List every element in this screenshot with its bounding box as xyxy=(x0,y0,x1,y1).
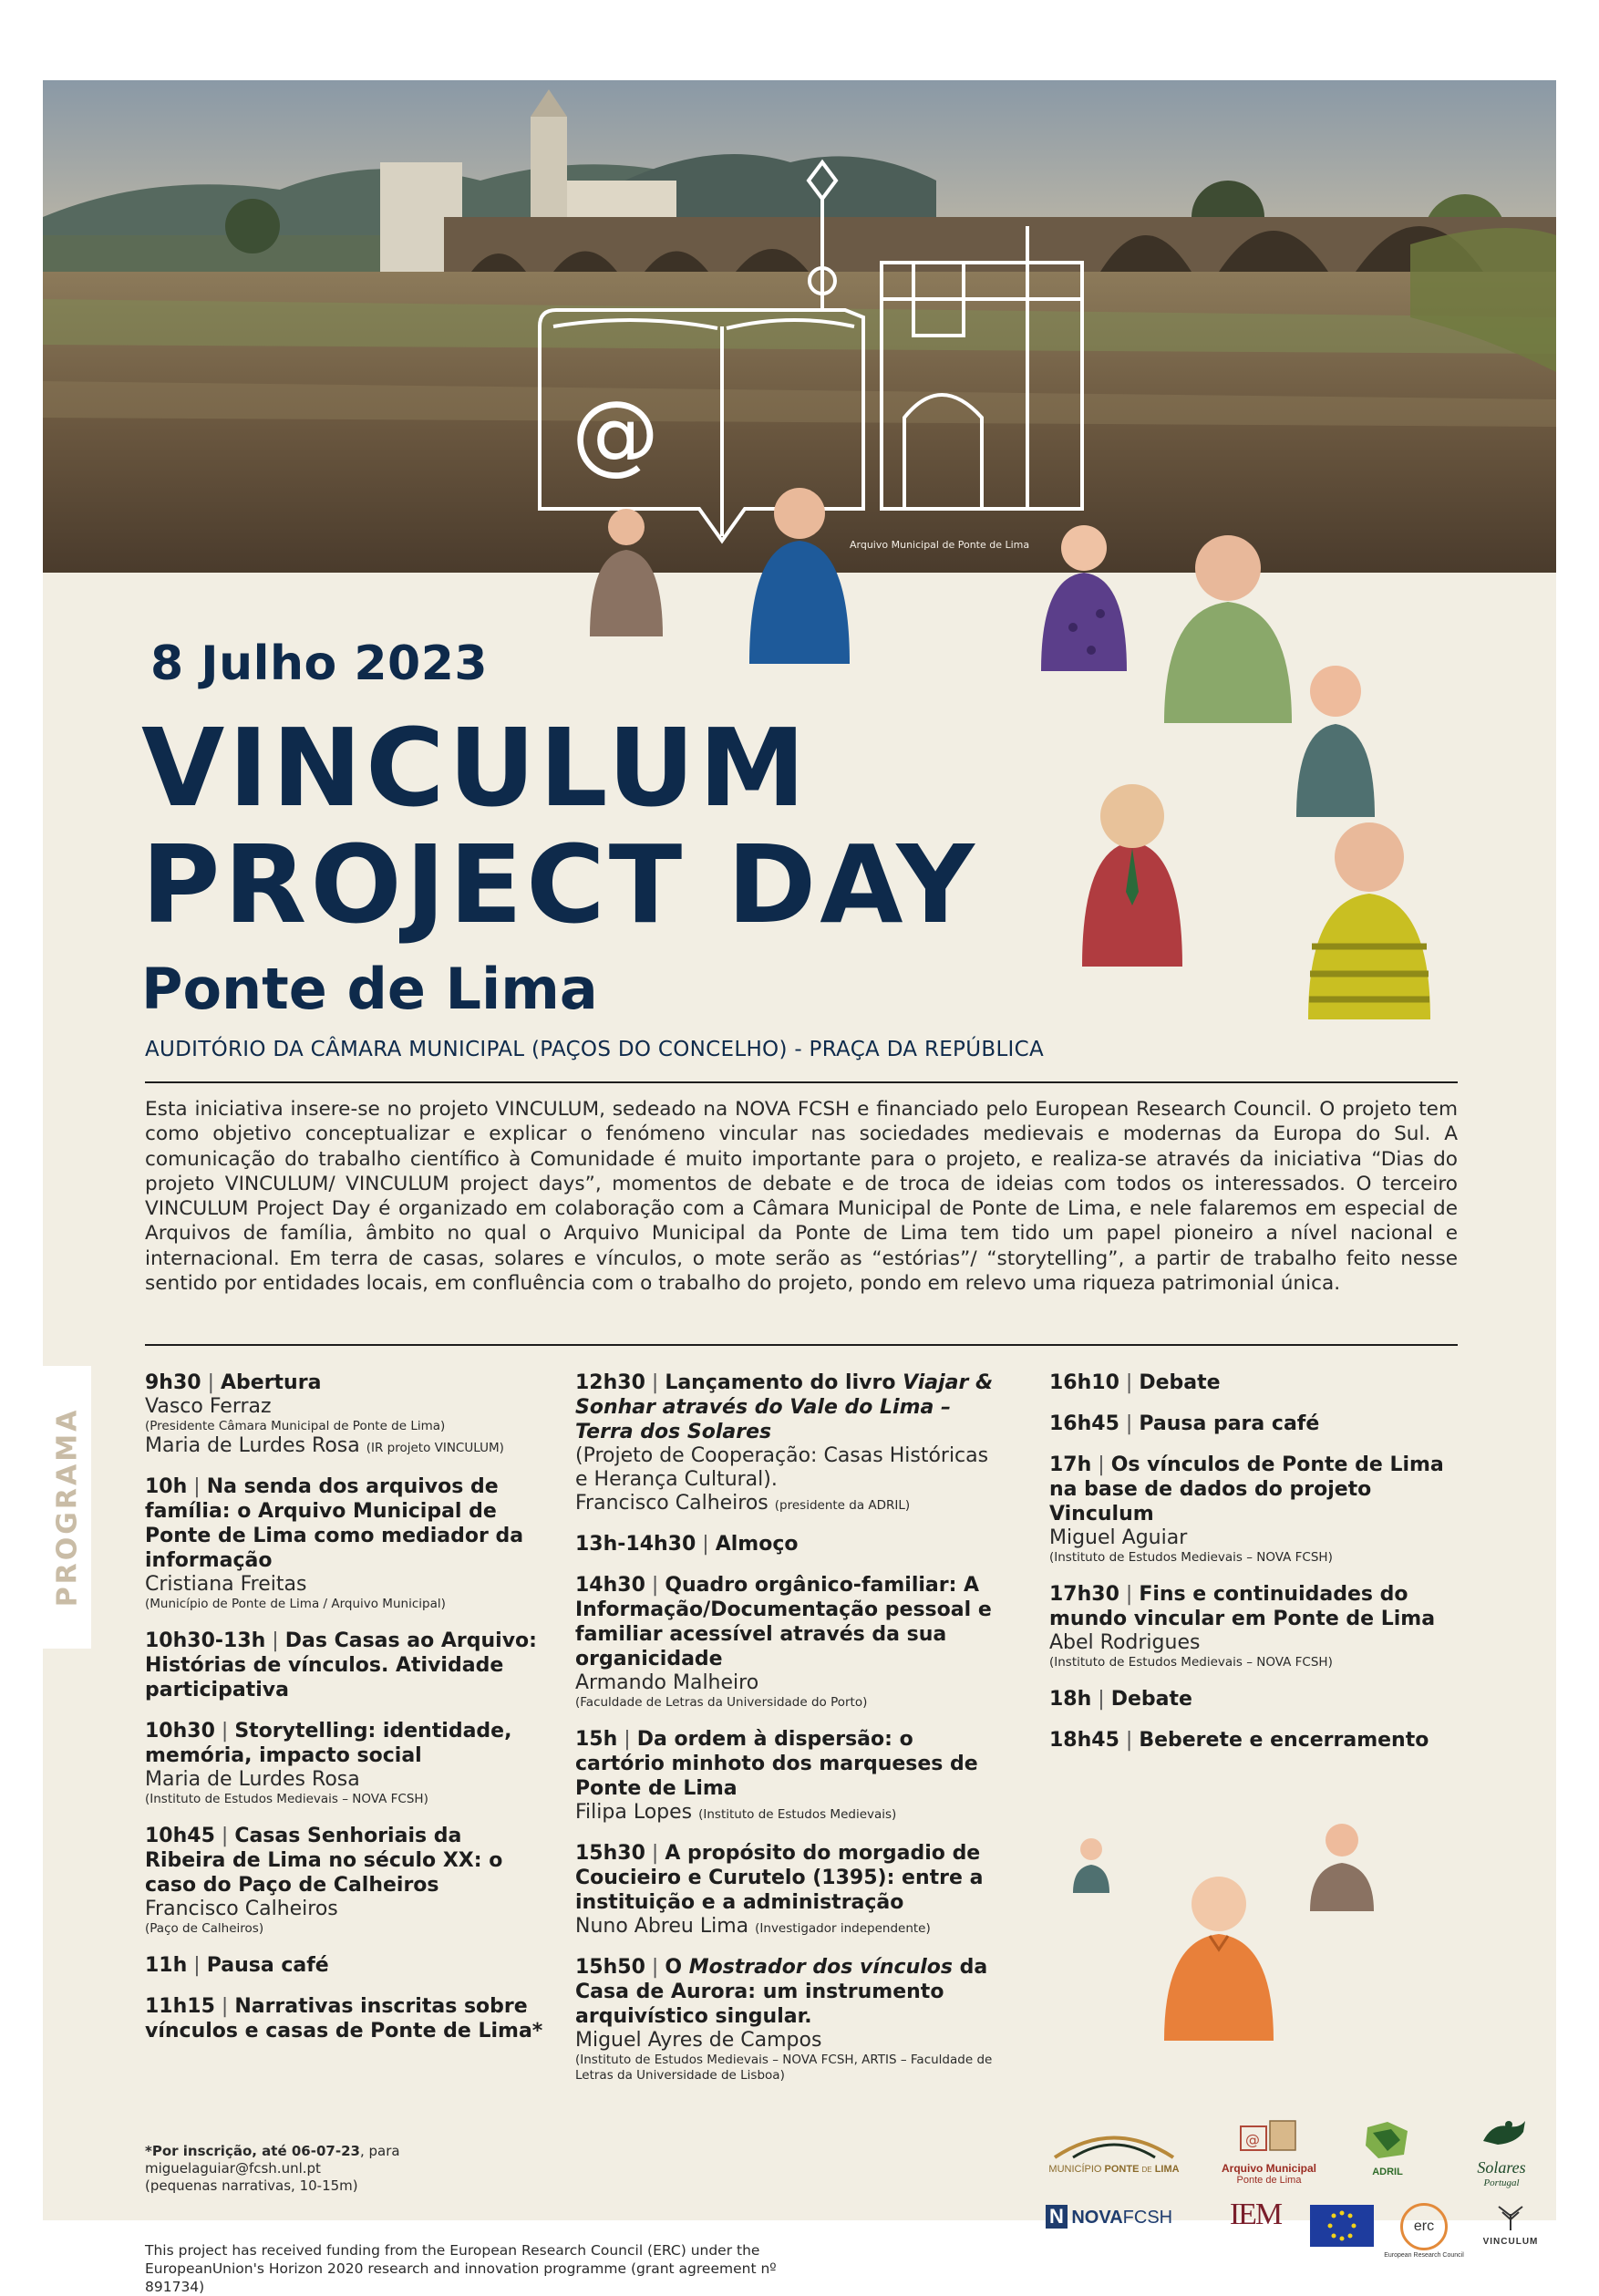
logo-iem xyxy=(1223,2198,1287,2232)
speaker-affiliation: (Instituto de Estudos Medievais – NOVA FCSH) xyxy=(1049,1550,1333,1565)
program-column-2 xyxy=(575,1370,995,2100)
program-time: 17h30 xyxy=(1049,1583,1119,1606)
time-separator: | xyxy=(187,1475,207,1498)
speaker-name: Cristiana Freitas xyxy=(145,1573,307,1596)
pheasant-icon xyxy=(1474,2114,1529,2154)
program-time: 9h30 xyxy=(145,1371,201,1394)
at-symbol-icon: @ xyxy=(572,382,659,484)
program-item xyxy=(1049,1687,1469,1712)
program-item xyxy=(575,1370,995,1515)
person-figure-small-teal xyxy=(1073,1838,1109,1893)
program-time: 10h30-13h xyxy=(145,1629,266,1652)
program-title: Storytelling: identidade, memória, impacto social xyxy=(145,1720,512,1767)
partner-logos xyxy=(1046,2114,1556,2260)
program-title: A propósito do morgadio de Coucieiro e Curutelo (1395): entre a instituição e a administração xyxy=(575,1842,984,1914)
time-separator: | xyxy=(265,1629,285,1652)
speaker-name: Filipa Lopes xyxy=(575,1801,693,1824)
program-item xyxy=(575,1573,995,1711)
program-item-heading xyxy=(575,1532,995,1557)
program-item xyxy=(575,1727,995,1825)
program-time: 17h xyxy=(1049,1453,1092,1476)
program-item-heading xyxy=(575,1727,995,1801)
time-separator: | xyxy=(1119,1729,1140,1752)
time-separator: | xyxy=(617,1728,637,1751)
program-time: 10h45 xyxy=(145,1825,215,1847)
speaker xyxy=(575,1801,995,1825)
program-item xyxy=(1049,1412,1469,1436)
logo-erc-text: erc xyxy=(1400,2203,1448,2250)
speaker-affiliation: (Investigador independente) xyxy=(755,1921,931,1936)
program-time: 16h10 xyxy=(1049,1371,1119,1394)
program-title: Das Casas ao Arquivo: Histórias de vínculos. Atividade participativa xyxy=(145,1629,537,1701)
event-title xyxy=(141,705,978,947)
logo-adril xyxy=(1346,2118,1429,2177)
logo-ponte-text: PONTE xyxy=(1104,2164,1140,2175)
program-item-heading xyxy=(145,1474,546,1573)
speaker xyxy=(1049,1526,1469,1550)
program-item-heading xyxy=(145,1824,546,1898)
svg-text:@: @ xyxy=(1245,2131,1260,2148)
logo-nova-n: N xyxy=(1046,2205,1068,2229)
speaker xyxy=(145,1434,546,1458)
logo-solares-portugal xyxy=(1456,2114,1547,2188)
note-paren: (pequenas narrativas, 10-15m) xyxy=(145,2177,358,2194)
bridge-logo-icon xyxy=(1046,2123,1182,2159)
logo-adril-text: ADRIL xyxy=(1372,2167,1403,2177)
logo-erc-sub: European Research Council xyxy=(1384,2252,1464,2259)
speaker xyxy=(145,1768,546,1792)
program-time: 13h-14h30 xyxy=(575,1533,696,1556)
speaker-name: Miguel Ayres de Campos xyxy=(575,2029,822,2052)
funding-statement: This project has received funding from the European Research Council (ERC) under the EuropeanUnion's Horizon 2020 research and innovation programme (grant agreement nº 891734) xyxy=(145,2242,777,2295)
program-item-heading xyxy=(575,1841,995,1915)
program-item xyxy=(1049,1370,1469,1395)
time-separator: | xyxy=(645,1842,665,1865)
speaker xyxy=(1049,1631,1469,1655)
person-figure-yellow-striped xyxy=(1308,822,1430,1019)
program-item xyxy=(145,1994,546,2043)
title-line-2: PROJECT DAY xyxy=(141,822,978,947)
divider-bottom xyxy=(145,1344,1458,1346)
program-item xyxy=(1049,1453,1469,1566)
logo-arquivo-municipal xyxy=(1219,2114,1319,2186)
program-item xyxy=(145,1719,546,1807)
person-figure-teal xyxy=(1296,666,1375,817)
program-title: Debate xyxy=(1110,1688,1192,1711)
program-title: Os vínculos de Ponte de Lima na base de dados do projeto Vinculum xyxy=(1049,1453,1444,1525)
program-item xyxy=(1049,1582,1469,1670)
logo-vinculum-text: VINCULUM xyxy=(1482,2237,1539,2247)
program-title: Na senda dos arquivos de família: o Arquivo Municipal de Ponte de Lima como mediador da informação xyxy=(145,1475,524,1572)
programa-label: PROGRAMA xyxy=(51,1407,84,1608)
speaker-name: Armando Malheiro xyxy=(575,1671,759,1694)
program-title: Debate xyxy=(1139,1371,1221,1394)
programa-tab xyxy=(43,1366,91,1649)
program-item-heading xyxy=(1049,1687,1469,1712)
speaker xyxy=(145,1573,546,1597)
program-title-pre: O xyxy=(665,1956,689,1979)
program-time: 10h xyxy=(145,1475,188,1498)
time-separator: | xyxy=(214,1720,235,1743)
time-separator: | xyxy=(214,1825,235,1847)
speaker-affiliation: (Faculdade de Letras da Universidade do Porto) xyxy=(575,1695,868,1710)
program-time: 15h50 xyxy=(575,1956,645,1979)
program-title: Fins e continuidades do mundo vincular em Ponte de Lima xyxy=(1049,1583,1436,1630)
speaker-name: Maria de Lurdes Rosa xyxy=(145,1768,360,1791)
program-title: Quadro orgânico-familiar: A Informação/Documentação pessoal e familiar acessível através da sua organicidade xyxy=(575,1574,992,1670)
time-separator: | xyxy=(1119,1583,1140,1606)
registration-note xyxy=(145,2143,583,2195)
logo-de-text: DE xyxy=(1141,2166,1152,2174)
program-time: 15h30 xyxy=(575,1842,645,1865)
hero-caption: Arquivo Municipal de Ponte de Lima xyxy=(850,539,1030,551)
speaker xyxy=(575,1492,995,1515)
program-item xyxy=(575,1841,995,1939)
logo-arquivo-line2: Ponte de Lima xyxy=(1236,2175,1302,2186)
speaker-name: Maria de Lurdes Rosa xyxy=(145,1434,360,1457)
program-item-heading xyxy=(575,1370,995,1444)
speaker-affiliation: (Município de Ponte de Lima / Arquivo Municipal) xyxy=(145,1597,446,1611)
divider-top xyxy=(145,1081,1458,1083)
speaker xyxy=(575,2029,995,2053)
speaker xyxy=(575,1671,995,1695)
person-figure-orange xyxy=(1164,1877,1274,2041)
program-title: Almoço xyxy=(715,1533,799,1556)
program-title: Beberete e encerramento xyxy=(1139,1729,1429,1752)
program-title: Pausa café xyxy=(206,1954,329,1977)
program-item-heading xyxy=(145,1370,546,1395)
time-separator: | xyxy=(645,1371,665,1394)
program-item xyxy=(575,1532,995,1557)
program-item xyxy=(145,1953,546,1978)
program-item xyxy=(145,1370,546,1458)
speaker xyxy=(575,1915,995,1939)
program-title: Pausa para café xyxy=(1139,1412,1320,1435)
program-time: 12h30 xyxy=(575,1371,645,1394)
eu-stars-icon xyxy=(1310,2205,1374,2247)
program-time: 18h xyxy=(1049,1688,1092,1711)
program-time: 16h45 xyxy=(1049,1412,1119,1435)
program-title-emphasis: Viajar & Sonhar através do Vale do Lima – Terra dos Solares xyxy=(575,1371,994,1443)
speaker-affiliation: (IR projeto VINCULUM) xyxy=(366,1441,504,1455)
time-separator: | xyxy=(201,1371,221,1394)
hero-photo xyxy=(43,80,1556,573)
program-item xyxy=(145,1824,546,1937)
hero-landscape xyxy=(43,80,1556,573)
title-line-1: VINCULUM xyxy=(141,705,810,831)
time-separator: | xyxy=(214,1995,235,2018)
logo-lima-text: LIMA xyxy=(1154,2164,1180,2175)
program-time: 11h xyxy=(145,1954,188,1977)
time-separator: | xyxy=(696,1533,716,1556)
speaker-affiliation: (Instituto de Estudos Medievais – NOVA FCSH, ARTIS – Faculdade de Letras da Universidade de Lisboa) xyxy=(575,2053,993,2083)
logo-solares-line1: Solares xyxy=(1477,2158,1526,2177)
time-separator: | xyxy=(1091,1688,1111,1711)
program-item-heading xyxy=(1049,1582,1469,1631)
speaker-name: Francisco Calheiros xyxy=(575,1492,769,1515)
speaker-affiliation: (Instituto de Estudos Medievais) xyxy=(698,1807,897,1822)
program-title-emphasis: Mostrador dos vínculos xyxy=(688,1956,953,1979)
program-item-heading xyxy=(1049,1453,1469,1526)
poster xyxy=(43,80,1556,2295)
note-email[interactable]: miguelaguiar@fcsh.unl.pt xyxy=(145,2160,321,2177)
logo-eu-flag xyxy=(1310,2205,1374,2247)
speaker xyxy=(145,1395,546,1419)
event-place: Ponte de Lima xyxy=(141,956,598,1022)
program-item xyxy=(575,1955,995,2084)
program-time: 18h45 xyxy=(1049,1729,1119,1752)
event-date: 8 Julho 2023 xyxy=(150,636,489,691)
logo-iem-text: IEM xyxy=(1229,2198,1282,2231)
logo-fcsh-text: FCSH xyxy=(1122,2208,1173,2228)
program-time: 11h15 xyxy=(145,1995,215,2018)
program-title: da Casa de Aurora: um instrumento arquivístico singular. xyxy=(575,1956,988,2028)
program-item-heading xyxy=(145,1719,546,1768)
program-item-heading xyxy=(145,1994,546,2043)
note-rest: , para xyxy=(359,2143,400,2159)
program-title: Abertura xyxy=(221,1371,322,1394)
time-separator: | xyxy=(645,1574,665,1597)
program-item xyxy=(145,1629,546,1702)
speaker-affiliation: (Paço de Calheiros) xyxy=(145,1921,264,1936)
logo-nova-fcsh xyxy=(1046,2205,1182,2229)
speaker-name: Miguel Aguiar xyxy=(1049,1526,1188,1549)
program-title: Casas Senhoriais da Ribeira de Lima no século XX: o caso do Paço de Calheiros xyxy=(145,1825,503,1897)
adril-map-icon xyxy=(1360,2118,1415,2162)
time-separator: | xyxy=(1119,1371,1140,1394)
logo-solares-line2: Portugal xyxy=(1483,2177,1520,2188)
program-item-heading xyxy=(1049,1412,1469,1436)
program-time: 14h30 xyxy=(575,1574,645,1597)
tree-icon xyxy=(1488,2201,1533,2232)
logo-arquivo-line1: Arquivo Municipal xyxy=(1221,2162,1316,2175)
program-item-heading xyxy=(575,1955,995,2029)
program-column-3 xyxy=(1049,1370,1469,1769)
time-separator: | xyxy=(1119,1412,1140,1435)
program-title: Lançamento do livro xyxy=(665,1371,903,1394)
speaker-name: Vasco Ferraz xyxy=(145,1395,272,1418)
speaker xyxy=(145,1898,546,1921)
program-item-heading xyxy=(1049,1728,1469,1753)
program-title: Narrativas inscritas sobre vínculos e casas de Ponte de Lima* xyxy=(145,1995,543,2043)
logo-nova-text: NOVA xyxy=(1071,2208,1123,2228)
program-time: 10h30 xyxy=(145,1720,215,1743)
speaker-affiliation: (Instituto de Estudos Medievais – NOVA FCSH) xyxy=(1049,1655,1333,1670)
program-item xyxy=(145,1474,546,1612)
archive-logo-icon xyxy=(1237,2114,1301,2157)
program-item-heading xyxy=(575,1573,995,1671)
program-extra: (Projeto de Cooperação: Casas Históricas e Herança Cultural). xyxy=(575,1444,989,1491)
intro-paragraph: Esta iniciativa insere-se no projeto VINCULUM, sedeado na NOVA FCSH e financiado pelo European Research Council. O projeto tem como objetivo conceptualizar e explicar o fenómeno vincular nas sociedades medievais e modernas da Europa do Sul. A comunicação do trabalho científico à Comunidade é muito importante para o projeto, e realiza-se através da iniciativa “Dias do projeto VINCULUM/ VINCULUM project days”, momentos de debate e de troca de ideias com todos os interessados. O terceiro VINCULUM Project Day é organizado em colaboração com a Câmara Municipal de Ponte de Lima, e nele falaremos em especial de Arquivos de família, âmbito no qual o Arquivo Municipal da Ponte de Lima tem tido um papel pioneiro a nível nacional e internacional. Em terra de casas, solares e vínculos, o mote serão as “estórias”/ “storytelling”, a partir de trabalho feito nesse sentido por entidades locais, em confluência com o trabalho do projeto, pondo em relevo uma riqueza patrimonial única. xyxy=(145,1098,1458,1296)
logo-vinculum xyxy=(1474,2201,1547,2247)
speaker-affiliation: (presidente da ADRIL) xyxy=(774,1498,911,1513)
person-figure-small-brown xyxy=(1310,1824,1374,1911)
program-item-heading xyxy=(1049,1370,1469,1395)
time-separator: | xyxy=(1091,1453,1111,1476)
program-item-heading xyxy=(145,1629,546,1702)
program-time: 15h xyxy=(575,1728,618,1751)
note-bold: *Por inscrição, até 06-07-23 xyxy=(145,2143,360,2159)
program-title: Da ordem à dispersão: o cartório minhoto dos marqueses de Ponte de Lima xyxy=(575,1728,978,1800)
speaker-name: Abel Rodrigues xyxy=(1049,1631,1201,1654)
speaker-name: Francisco Calheiros xyxy=(145,1898,338,1920)
time-separator: | xyxy=(187,1954,207,1977)
speaker-affiliation: (Instituto de Estudos Medievais – NOVA FCSH) xyxy=(145,1792,428,1806)
logo-erc xyxy=(1383,2203,1465,2259)
speaker-name: Nuno Abreu Lima xyxy=(575,1915,749,1938)
program-item-heading xyxy=(145,1953,546,1978)
program-column-1 xyxy=(145,1370,546,2060)
logo-municipio-ponte-de-lima xyxy=(1046,2123,1182,2175)
time-separator: | xyxy=(645,1956,665,1979)
event-venue: AUDITÓRIO DA CÂMARA MUNICIPAL (PAÇOS DO CONCELHO) - PRAÇA DA REPÚBLICA xyxy=(145,1038,1045,1061)
program-item xyxy=(1049,1728,1469,1753)
logo-municipio-text: MUNICÍPIO xyxy=(1048,2164,1102,2175)
person-figure-red-tie xyxy=(1082,784,1182,967)
speaker-affiliation: (Presidente Câmara Municipal de Ponte de Lima) xyxy=(145,1419,446,1433)
